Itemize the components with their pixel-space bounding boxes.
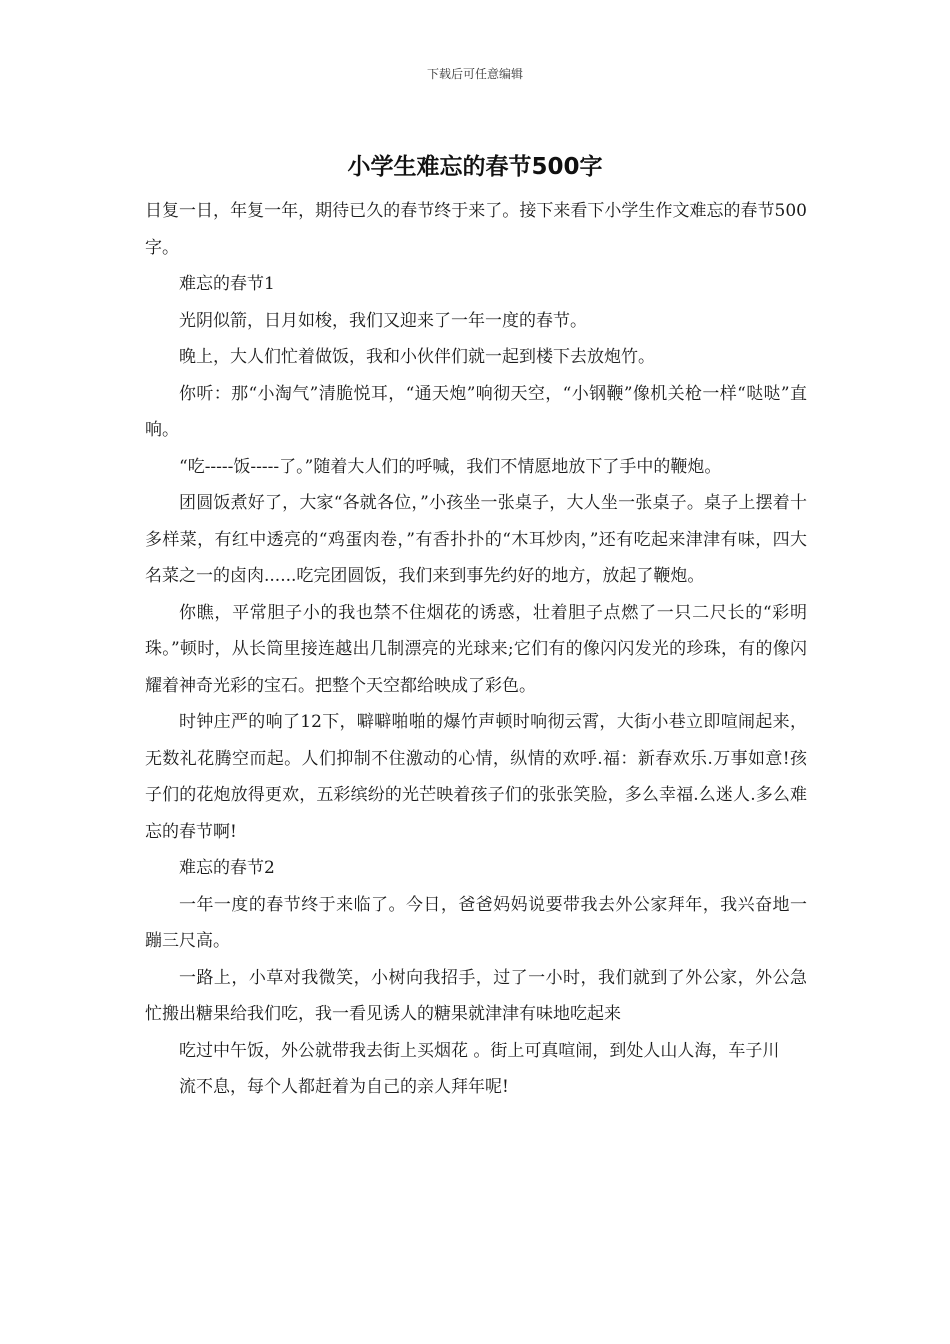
paragraph: 你听：那“小淘气”清脆悦耳，“通天炮”响彻天空，“小钢鞭”像机关枪一样“哒哒”直响。 [145, 383, 807, 440]
paragraph: 吃过中午饭，外公就带我去街上买烟花 。街上可真喧闹，到处人山人海，车子川 [179, 1040, 780, 1061]
paragraph: “吃-----饭-----了。”随着大人们的呼喊，我们不情愿地放下了手中的鞭炮。 [179, 456, 722, 477]
document-title: 小学生难忘的春节500字 [347, 154, 603, 180]
paragraph: 难忘的春节2 [179, 858, 275, 878]
paragraph: 时钟庄严的响了12下，噼噼啪啪的爆竹声顿时响彻云霄，大街小巷立即喧闹起来，无数礼花腾空而起。人们抑制不住激动的心情，纵情的欢呼.福：新春欢乐.万事如意!孩子们的花炮放得更欢，五彩缤纷的光芒映着孩子们的张张笑脸，多么幸福.么迷人.多么难忘的春节啊! [145, 712, 807, 842]
paragraph: 晚上，大人们忙着做饭，我和小伙伴们就一起到楼下去放炮竹。 [179, 347, 655, 367]
header-note: 下载后可任意编辑 [426, 67, 523, 81]
paragraph: 光阴似箭，日月如梭，我们又迎来了一年一度的春节。 [179, 310, 587, 331]
paragraph: 一路上，小草对我微笑，小树向我招手，过了一小时，我们就到了外公家，外公急忙搬出糖果给我们吃，我一看见诱人的糖果就津津有味地吃起来 [145, 967, 807, 1024]
paragraph: 一年一度的春节终于来临了。今日，爸爸妈妈说要带我去外公家拜年，我兴奋地一蹦三尺高。 [145, 894, 807, 951]
paragraph: 团圆饭煮好了，大家“各就各位，”小孩坐一张桌子，大人坐一张桌子。桌子上摆着十多样菜，有红中透亮的“鸡蛋肉卷，”有香扑扑的“木耳炒肉，”还有吃起来津津有味，四大名菜之一的卤肉......吃完团圆饭，我们来到事先约好的地方，放起了鞭炮。 [145, 493, 807, 586]
paragraph: 难忘的春节1 [179, 274, 275, 294]
paragraph: 日复一日，年复一年，期待已久的春节终于来了。接下来看下小学生作文难忘的春节500字。 [145, 201, 807, 258]
paragraph: 你瞧，平常胆子小的我也禁不住烟花的诱惑，壮着胆子点燃了一只二尺长的“彩明珠。”顿时，从长筒里接连越出几制漂亮的光球来;它们有的像闪闪发光的珍珠，有的像闪耀着神奇光彩的宝石。把整个天空都给映成了彩色。 [145, 602, 807, 696]
paragraph: 流不息，每个人都赶着为自己的亲人拜年呢! [179, 1077, 509, 1097]
document-body [145, 193, 807, 1106]
